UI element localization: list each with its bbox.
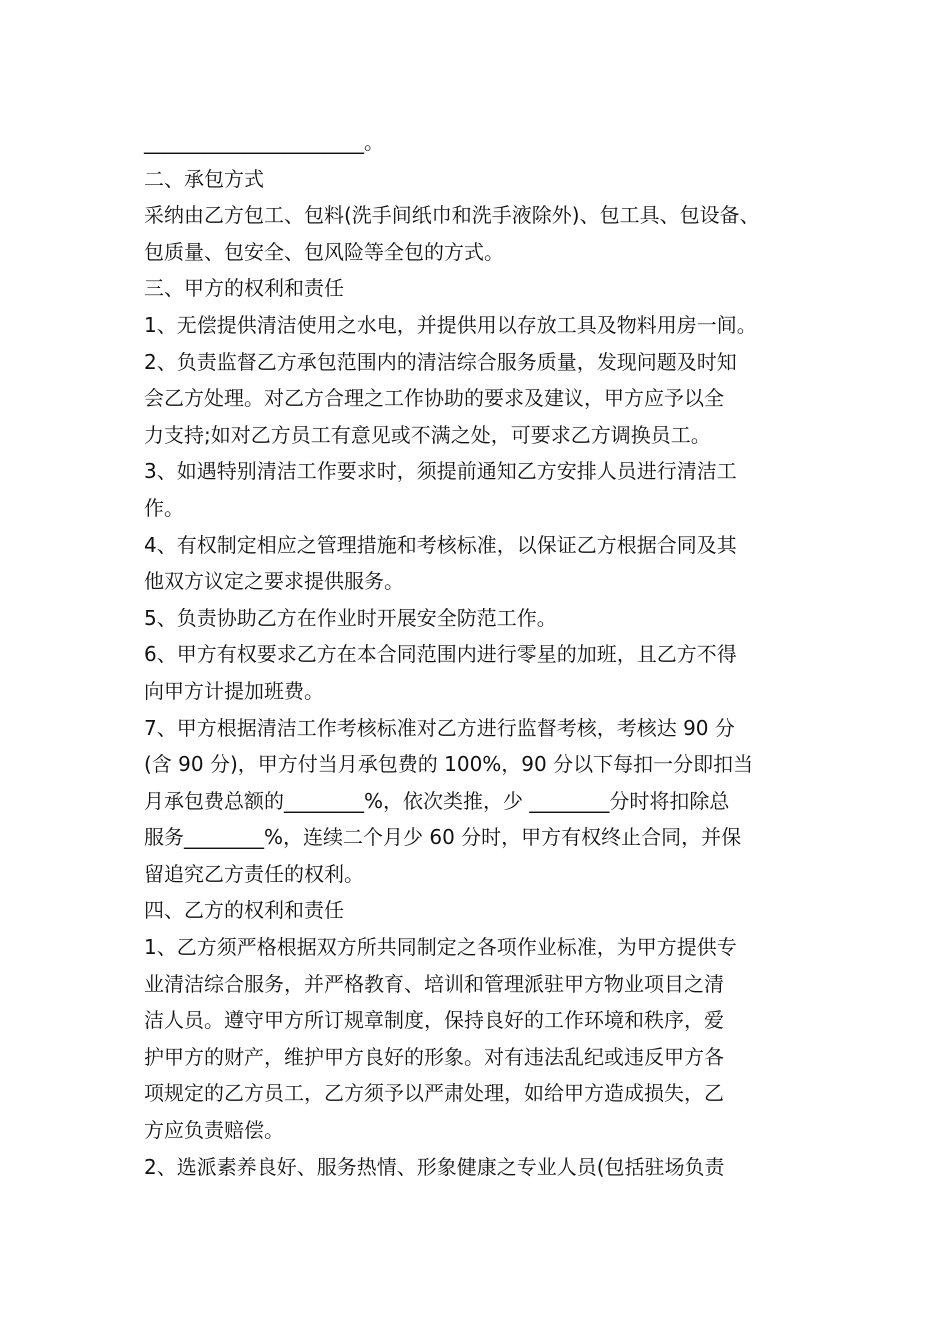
section-heading-contract-method: 二、承包方式 xyxy=(144,166,264,191)
text-line: 向甲方计提加班费。 xyxy=(144,678,324,703)
text-line: 服务________%，连续二个月少 60 分时，甲方有权终止合同，并保 xyxy=(144,825,742,850)
text-line: 留追究乙方责任的权利。 xyxy=(144,861,364,886)
clause-b-2: 2、选派素养良好、服务热情、形象健康之专业人员(包括驻场负责 xyxy=(144,1154,725,1179)
clause-a-5: 5、负责协助乙方在作业时开展安全防范工作。 xyxy=(144,605,557,630)
clause-b-1: 1、乙方须严格根据双方所共同制定之各项作业标准，为甲方提供专 xyxy=(144,935,737,960)
text-line: 月承包费总额的________%，依次类推，少 ________分时将扣除总 xyxy=(144,788,730,813)
clause-a-2: 2、负责监督乙方承包范围内的清洁综合服务质量，发现问题及时知 xyxy=(144,349,737,374)
text-line: 洁人员。遵守甲方所订规章制度，保持良好的工作环境和秩序，爱 xyxy=(144,1008,724,1033)
clause-a-7: 7、甲方根据清洁工作考核标准对乙方进行监督考核，考核达 90 分 xyxy=(144,715,735,740)
text-line: 项规定的乙方员工，乙方须予以严肃处理，如给甲方造成损失，乙 xyxy=(144,1081,724,1106)
text-line: 力支持;如对乙方员工有意见或不满之处，可要求乙方调换员工。 xyxy=(144,422,711,447)
clause-a-3: 3、如遇特别清洁工作要求时，须提前通知乙方安排人员进行清洁工 xyxy=(144,459,737,484)
contract-text xyxy=(144,124,824,1185)
text-line: 他双方议定之要求提供服务。 xyxy=(144,569,404,594)
text-line: 方应负责赔偿。 xyxy=(144,1118,284,1143)
text-line-blank-end: ______________________。 xyxy=(144,130,384,154)
clause-a-6: 6、甲方有权要求乙方在本合同范围内进行零星的加班，且乙方不得 xyxy=(144,642,737,667)
text-line: 采纳由乙方包工、包料(洗手间纸巾和洗手液除外)、包工具、包设备、 xyxy=(144,203,760,228)
text-line: 护甲方的财产，维护甲方良好的形象。对有违法乱纪或违反甲方各 xyxy=(144,1044,724,1069)
text-line: (含 90 分)，甲方付当月承包费的 100%，90 分以下每扣一分即扣当 xyxy=(144,752,754,777)
text-line: 作。 xyxy=(144,495,184,520)
clause-a-4: 4、有权制定相应之管理措施和考核标准，以保证乙方根据合同及其 xyxy=(144,532,737,557)
clause-a-1: 1、无偿提供清洁使用之水电，并提供用以存放工具及物料用房一间。 xyxy=(144,312,757,337)
section-heading-party-b-rights: 四、乙方的权利和责任 xyxy=(144,898,344,923)
text-line: 包质量、包安全、包风险等全包的方式。 xyxy=(144,239,504,264)
text-line: 会乙方处理。对乙方合理之工作协助的要求及建议，甲方应予以全 xyxy=(144,386,724,411)
section-heading-party-a-rights: 三、甲方的权利和责任 xyxy=(144,276,344,301)
text-line: 业清洁综合服务，并严格教育、培训和管理派驻甲方物业项目之清 xyxy=(144,971,724,996)
